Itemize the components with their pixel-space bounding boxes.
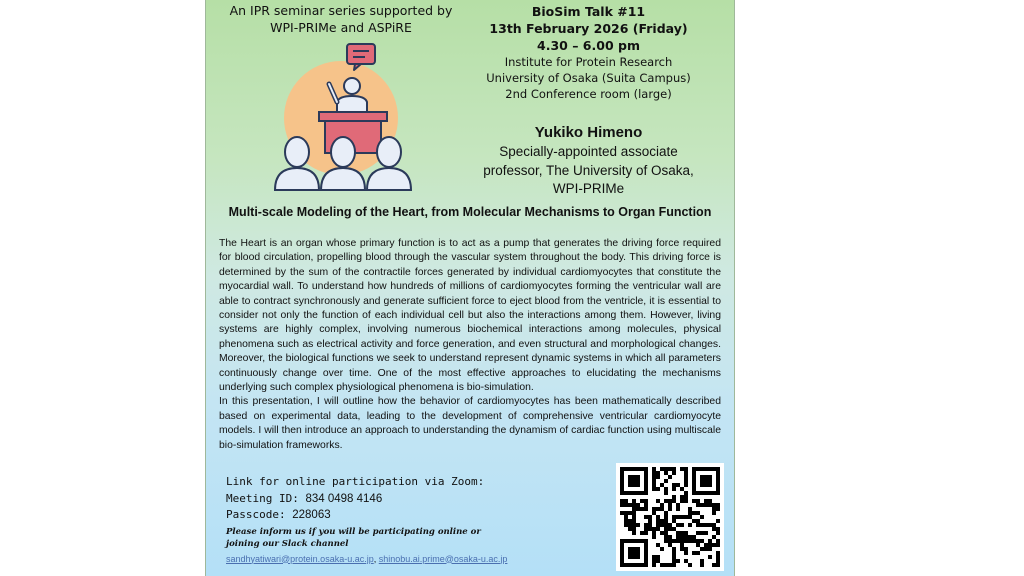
venue-line-1: Institute for Protein Research	[504, 55, 673, 69]
qr-code-icon	[620, 467, 720, 567]
series-line-1: An IPR seminar series supported by	[229, 3, 453, 18]
series-line-2: WPI-PRIMe and ASPiRE	[270, 20, 412, 35]
qr-code[interactable]	[616, 463, 724, 571]
speaker-affiliation-3: WPI-PRIMe	[552, 181, 625, 196]
series-header	[206, 2, 476, 36]
zoom-heading: Link for online participation via Zoom:	[226, 475, 485, 488]
event-details	[446, 3, 731, 102]
venue-line-2: University of Osaka (Suita Campus)	[486, 71, 691, 85]
meeting-id[interactable]: 834 0498 4146	[305, 492, 383, 505]
speaker-affiliation-1: Specially-appointed associate	[499, 144, 678, 159]
talk-time: 4.30 – 6.00 pm	[537, 38, 640, 53]
talk-number: BioSim Talk #11	[531, 4, 646, 19]
participation-note	[226, 526, 586, 550]
meeting-id-label: Meeting ID:	[226, 491, 299, 505]
passcode[interactable]: 228063	[292, 509, 331, 521]
talk-date: 13th February 2026 (Friday)	[489, 21, 688, 36]
meeting-id-row	[226, 491, 586, 508]
email-link-1[interactable]: sandhyatiwari@protein.osaka-u.ac.jp	[226, 553, 374, 564]
talk-title: Multi-scale Modeling of the Heart, from Molecular Mechanisms to Organ Function	[228, 205, 712, 219]
speaker-affiliation-2: professor, The University of Osaka,	[483, 162, 694, 178]
speaker-podium-audience-icon	[261, 40, 421, 195]
note-line-1: Please inform us if you will be participating online or	[226, 526, 481, 537]
note-line-2: joining our Slack channel	[226, 538, 349, 549]
email-link-2[interactable]: shinobu.ai.prime@osaka-u.ac.jp	[378, 553, 508, 564]
speaker-block	[446, 123, 731, 199]
contact-emails	[226, 552, 586, 566]
zoom-info	[226, 474, 586, 566]
speaker-name: Yukiko Himeno	[534, 124, 643, 141]
passcode-label: Passcode:	[226, 508, 286, 521]
email-separator: ,	[373, 553, 379, 564]
seminar-flyer	[205, 0, 735, 576]
passcode-row	[226, 507, 586, 524]
abstract-text: The Heart is an organ whose primary function is to act as a pump that generates the driving force required for blood circulation, propelling blood through the vascular system throughout the body. This driving force is determined by the sum of the contractile forces generated by individual cardiomyocytes that constitute the myocardial wall. To understand how hundreds of millions of cardiomyocytes forming the ventricular wall are able to contract synchronously and generate sufficient force to eject blood from the ventricle, it is essential to consider not only the function of each individual cell but also the interactions among them. However, living systems are highly complex, involving numerous biochemical interactions among molecules, physical phenomena such as electrical activity and force generation, and even structural and morphological changes. Moreover, the biological functions we seek to understand represent dynamic systems in which all parameters continuously change over time. One of the most effective approaches to elucidating the mechanisms underlying such complex physiological phenomena is bio-simulation. In this presentation, I will outline how the behavior of cardiomyocytes has been mathematically described based on experimental data, leading to the development of comprehensive ventricular cardiomyocyte models. I will then introduce an approach to understanding the dynamism of cardiac function using multiscale bio-simulation frameworks.	[219, 238, 721, 451]
venue-line-3: 2nd Conference room (large)	[505, 87, 672, 101]
